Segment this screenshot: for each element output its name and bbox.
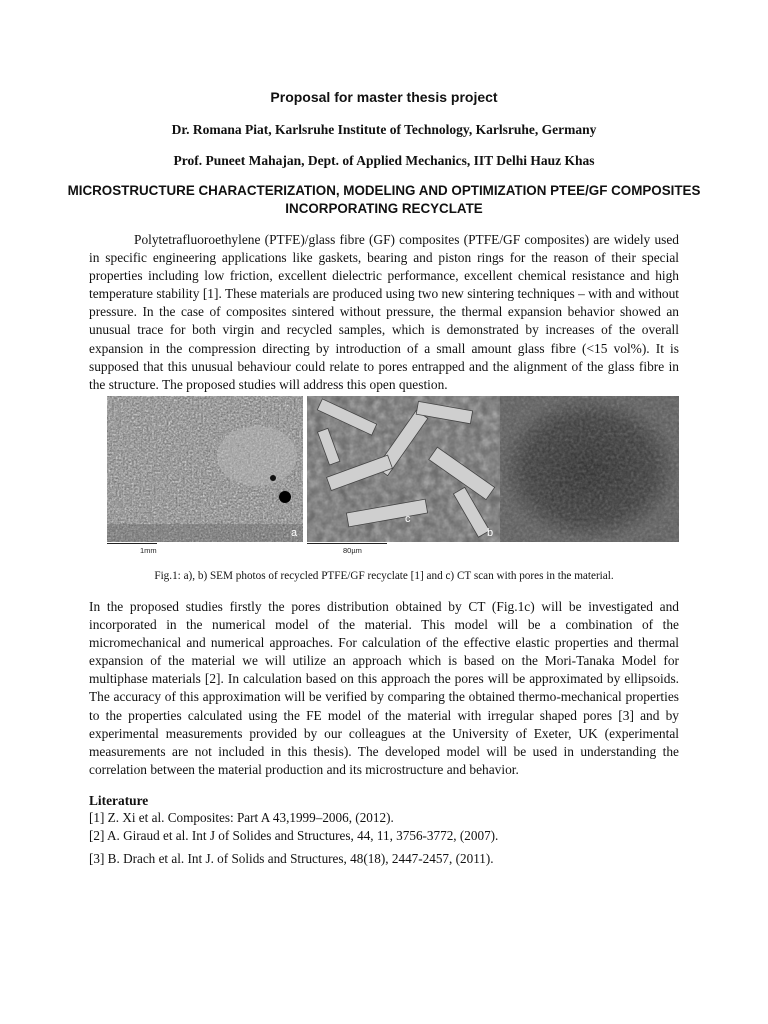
methods-paragraph: In the proposed studies firstly the pores distribution obtained by CT (Fig.1c) will be investigated and incorporated in the numerical model of the material. This model will be a combination of the micromechanical and numerical approaches. For calculation of the effective elastic properties and thermal expansion of the material we will utilize an approach which is based on the Mori-Tanaka Model for multiphase materials [2]. In calculation based on this approach the pores will be approximated by ellipsoids. The accuracy of this approximation will be verified by comparing the obtained thermo-mechanical properties to the properties calculated using the FE model of the material with irregular shaped pores [3] and by experimental measurements provided by our colleagues at the University of Exeter, UK (experimental measurements are not included in this thesis). The developed model will be used in understanding the correlation between the material production and its microstructure and behavior. <box>89 599 679 777</box>
scale-label-b: 80µm <box>343 546 362 555</box>
intro-paragraph: Polytetrafluoroethylene (PTFE)/glass fibre (GF) composites (PTFE/GF composites) are widely used in specific engineering applications like gaskets, bearing and piston rings for the reason of their special properties including low friction, excellent dielectric performance, excellent chemical resistance and high temperature stability [1]. These materials are produced using two new sintering techniques – with and without pressure. In the case of composites sintered without pressure, the thermal expansion behavior showed an unusual trace for both virgin and recycled samples, which is demonstrated by increases of the overall expansion in the compression directing by introduction of a small amount glass fibre (<15 vol%). It is supposed that this unusual behaviour could relate to pores entrapped and the alignment of the glass fibre in the structure. The proposed studies will address this open question. <box>89 232 679 392</box>
image-label-b: b <box>487 527 494 539</box>
scale-bar-b <box>307 543 387 544</box>
figure-1 <box>107 396 679 554</box>
reference-1: [1] Z. Xi et al. Composites: Part A 43,1999–2006, (2012). <box>89 810 394 825</box>
reference-3: [3] B. Drach et al. Int J. of Solids and Structures, 48(18), 2447-2457, (2011). <box>89 851 494 866</box>
image-label-c-marker: c <box>405 513 411 525</box>
scale-label-a: 1mm <box>140 546 157 555</box>
author-2: Prof. Puneet Mahajan, Dept. of Applied Mechanics, IIT Delhi Hauz Khas <box>173 153 595 168</box>
image-label-a: a <box>291 527 298 539</box>
sem-image-b <box>307 396 501 542</box>
ct-scan-image <box>500 396 679 542</box>
scale-bar-a <box>107 543 157 544</box>
main-title: MICROSTRUCTURE CHARACTERIZATION, MODELING AND OPTIMIZATION PTEE/GF COMPOSITES INCORPORATING RECYCLATE <box>67 183 701 216</box>
author-1: Dr. Romana Piat, Karlsruhe Institute of Technology, Karlsruhe, Germany <box>171 122 597 137</box>
literature-heading: Literature <box>89 793 149 808</box>
figure-caption: Fig.1: a), b) SEM photos of recycled PTFE/GF recyclate [1] and c) CT scan with pores in the material. <box>154 570 614 582</box>
reference-2: [2] A. Giraud et al. Int J of Solides and Structures, 44, 11, 3756-3772, (2007). <box>89 828 499 843</box>
proposal-title: Proposal for master thesis project <box>270 89 498 105</box>
sem-image-a <box>107 396 303 542</box>
